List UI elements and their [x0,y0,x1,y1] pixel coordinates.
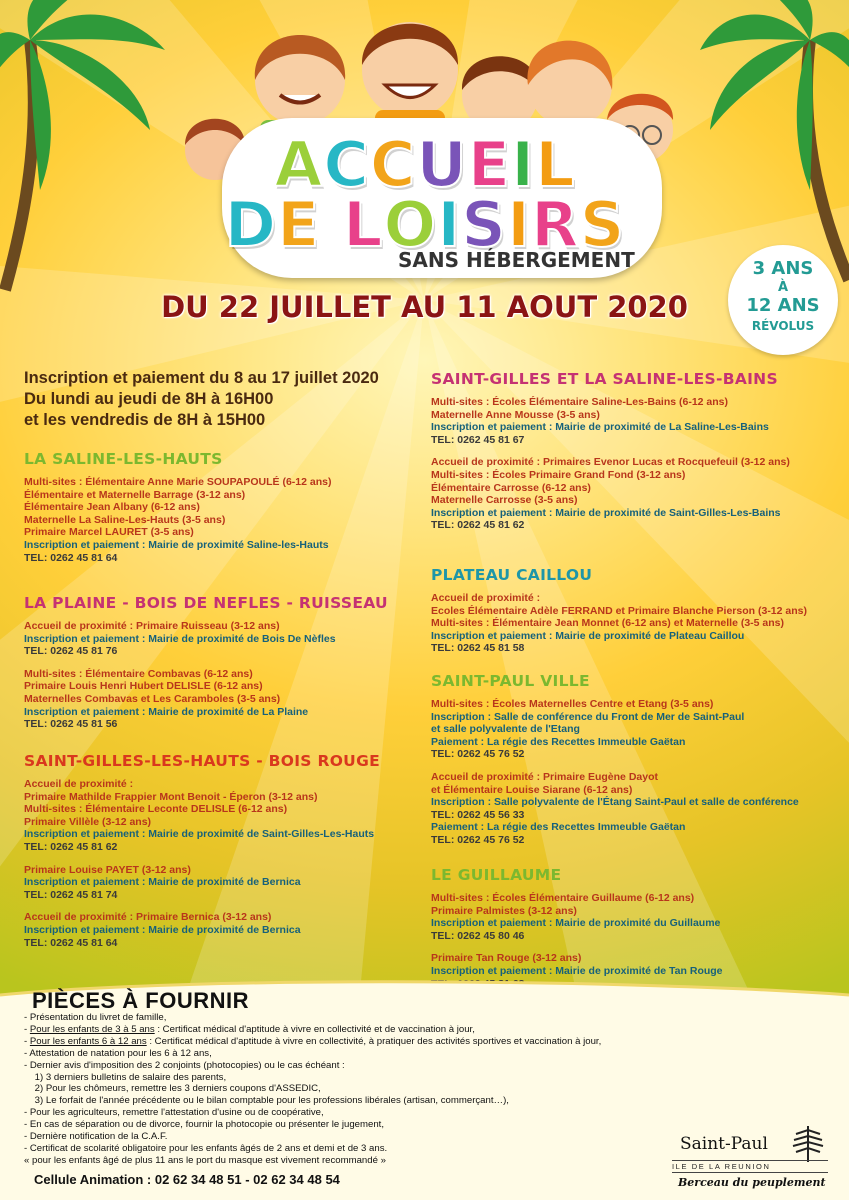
document-item: - Dernier avis d'imposition des 2 conjoints (photocopies) ou le cas échéant : [24,1059,345,1071]
site-line: Multi-sites : Élémentaire Leconte DELISLE (6-12 ans) [24,803,288,816]
site-line: Accueil de proximité : Primaire Eugène Dayot [431,770,658,783]
site-line: Primaire Marcel LAURET (3-5 ans) [24,526,194,539]
document-item: - Certificat de scolarité obligatoire pour les enfants âgés de 2 ans et demi et de 3 ans. [24,1142,388,1154]
site-line: Multi-sites : Élémentaire Combavas (6-12 ans) [24,667,253,680]
document-item: - Dernière notification de la C.A.F. [24,1131,168,1143]
title-letter: I [437,188,462,261]
inscription-line: Inscription et paiement : Mairie de proximité de Bois De Nèfles [24,632,336,645]
section-saline-les-hauts [24,450,332,564]
title-letter: S [579,188,626,261]
phone: TEL: 0262 45 76 52 [431,748,525,761]
logo-tagline: Berceau du peuplement [678,1176,826,1189]
document-item: - Pour les enfants de 3 à 5 ans : Certificat médical d'aptitude à vivre en collectivité et de vaccination à jour, [24,1023,475,1035]
inscription-line: et salle polyvalente de l'Etang [431,723,580,736]
phone: TEL: 0262 45 81 74 [24,888,118,901]
age-separator: À [777,280,789,295]
phone: TEL: 0262 45 81 64 [24,936,118,949]
site-line: Multi-sites : Écoles Maternelles Centre et Etang (3-5 ans) [431,698,714,710]
section-le-guillaume [431,866,723,990]
inscription-line: Inscription et paiement : Mairie de proximité Saline-les-Hauts [24,538,329,551]
document-item: 3) Le forfait de l'année précédente ou le bilan comptable pour les professions libérales (artisan, commerçant…), [24,1095,509,1107]
section-la-plaine [24,594,388,731]
age-min: 3 ANS [752,258,814,279]
saint-paul-logo [672,1128,832,1192]
section-saint-gilles-saline-les-bains [431,370,790,532]
document-item: 1) 3 derniers bulletins de salaire des parents, [24,1071,227,1083]
document-item: - Attestation de natation pour les 6 à 12 ans, [24,1047,212,1059]
site-line: Accueil de proximité : [24,778,134,790]
age-badge [728,245,838,355]
age-note: RÉVOLUS [751,319,815,333]
logo-subtitle: ILE DE LA REUNION [672,1160,828,1173]
inscription-line: Inscription et paiement : Mairie de proximité de Tan Rouge [431,964,723,977]
site-line: Accueil de proximité : [431,592,541,604]
site-line: Multi-sites : Écoles Primaire Grand Fond (3-12 ans) [431,468,686,481]
site-line: Maternelles Combavas et Les Caramboles (3-5 ans) [24,692,281,705]
payment-line: Paiement : La régie des Recettes Immeuble Gaëtan [431,735,686,748]
section-title: LA PLAINE - BOIS DE NEFLES - RUISSEAU [24,594,388,612]
section-plateau-caillou [431,566,807,655]
inscription-line: Inscription et paiement : Mairie de proximité de La Plaine [24,705,309,718]
inscription-line: Inscription et paiement : Mairie de proximité de Bernica [24,876,301,889]
site-line: Primaire Tan Rouge (3-12 ans) [431,952,582,965]
site-line: Primaire Villèle (3-12 ans) [24,815,152,828]
site-line: Primaire Mathilde Frappier Mont Benoit - Éperon (3-12 ans) [24,790,318,803]
documents-list [24,1012,601,1167]
title-letter: L [342,188,384,261]
section-title: LE GUILLAUME [431,866,562,884]
section-title: SAINT-PAUL VILLE [431,672,590,690]
tree-icon [788,1124,828,1164]
inscription-hours-friday: et les vendredis de 8H à 15H00 [24,411,266,429]
phone: TEL: 0262 45 80 46 [431,929,525,942]
section-saint-paul-ville [431,672,799,847]
date-range: DU 22 JUILLET AU 11 AOUT 2020 [161,290,688,324]
phone: TEL: 0262 45 56 33 [431,808,525,821]
title-letter: E [277,188,321,261]
section-title: SAINT-GILLES-LES-HAUTS - BOIS ROUGE [24,752,380,770]
document-item: - Présentation du livret de famille, [24,1012,167,1023]
inscription-line: Inscription et paiement : Mairie de proximité de Bernica [24,923,301,936]
title-letter: R [531,188,580,261]
palm-tree-left-icon [0,0,170,300]
document-item: « pour les enfants âgé de plus 11 ans le port du masque est vivement recommandé » [24,1154,386,1166]
site-line: Élémentaire Carrosse (6-12 ans) [431,481,591,494]
section-saint-gilles-les-hauts [24,752,380,949]
title-letter: I [506,188,532,261]
site-line: Multi-sites : Écoles Élémentaire Saline-Les-Bains (6-12 ans) [431,396,729,408]
site-line: Maternelle Anne Mousse (3-5 ans) [431,408,600,421]
site-line: Élémentaire Jean Albany (6-12 ans) [24,501,200,514]
site-line: Multi-sites : Élémentaire Anne Marie SOUPAPOULÉ (6-12 ans) [24,476,332,488]
inscription-line: Inscription et paiement : Mairie de proximité de Plateau Caillou [431,629,745,642]
site-line: et Élémentaire Louise Siarane (6-12 ans) [431,783,633,796]
inscription-dates: Inscription et paiement du 8 au 17 juillet 2020 [24,369,379,387]
payment-line: Paiement : La régie des Recettes Immeuble Gaëtan [431,821,686,834]
inscription-line: Inscription et paiement : Mairie de proximité de La Saline-Les-Bains [431,421,769,434]
site-line: Primaire Louis Henri Hubert DELISLE (6-12 ans) [24,680,263,693]
site-line: Multi-sites : Écoles Élémentaire Guillaume (6-12 ans) [431,892,695,904]
subtitle: SANS HÉBERGEMENT [398,248,635,272]
inscription-line: Inscription : Salle de conférence du Front de Mer de Saint-Paul [431,710,745,723]
title-letter: U [416,128,468,201]
site-line: Primaire Palmistes (3-12 ans) [431,904,577,917]
site-line: Maternelle Carrosse (3-5 ans) [431,494,578,507]
inscription-line: Inscription et paiement : Mairie de proximité de Saint-Gilles-Les-Hauts [24,828,375,841]
title-letter: E [467,128,512,201]
site-line: Maternelle La Saline-Les-Hauts (3-5 ans) [24,513,226,526]
site-line: Accueil de proximité : Primaires Evenor Lucas et Rocquefeuil (3-12 ans) [431,456,790,469]
title-letter: I [511,128,536,201]
title-letter: L [535,128,576,201]
section-title: LA SALINE-LES-HAUTS [24,450,223,468]
title-letter: O [383,188,438,261]
inscription-hours-weekdays: Du lundi au jeudi de 8H à 16H00 [24,390,274,408]
age-max: 12 ANS [746,295,820,316]
title-letter: A [274,128,324,201]
section-title: SAINT-GILLES ET LA SALINE-LES-BAINS [431,370,778,388]
site-line: Accueil de proximité : Primaire Bernica (3-12 ans) [24,911,272,924]
inscription-line: Inscription et paiement : Mairie de proximité du Guillaume [431,917,721,930]
site-line: Primaire Louise PAYET (3-12 ans) [24,863,191,876]
document-item: 2) Pour les chômeurs, remettre les 3 derniers coupons d'ASSEDIC, [24,1083,321,1095]
document-item: - Pour les agriculteurs, remettre l'attestation d'usine ou de coopérative, [24,1107,324,1119]
inscription-line: Inscription : Salle polyvalente de l'Étang Saint-Paul et salle de conférence [431,796,799,809]
title-letter [320,188,343,261]
phone: TEL: 0262 45 81 58 [431,642,525,655]
inscription-info [24,368,379,431]
phone: TEL: 0262 45 81 64 [24,551,118,564]
document-item: - En cas de séparation ou de divorce, fournir la photocopie ou présenter le jugement, [24,1119,384,1131]
phone: TEL: 0262 45 81 62 [24,840,118,853]
site-line: Multi-sites : Élémentaire Jean Monnet (6-12 ans) et Maternelle (3-5 ans) [431,617,785,630]
title-letter: C [369,128,417,201]
inscription-line: Inscription et paiement : Mairie de proximité de Saint-Gilles-Les-Bains [431,506,781,519]
phone: TEL: 0262 45 76 52 [431,833,525,846]
document-item: - Pour les enfants 6 à 12 ans : Certificat médical d'aptitude à vivre en collectivité, à pratiquer des activités sportives et vaccination à jour, [24,1035,602,1047]
title-letter: S [461,188,507,261]
site-line: Ecoles Élémentaire Adèle FERRAND et Primaire Blanche Pierson (3-12 ans) [431,604,807,617]
contact-phone: Cellule Animation : 02 62 34 48 51 - 02 62 34 48 54 [34,1172,340,1187]
phone: TEL: 0262 45 81 76 [24,645,118,658]
phone: TEL: 0262 45 81 67 [431,433,525,446]
title-letter: C [323,128,370,201]
section-title: PLATEAU CAILLOU [431,566,593,584]
phone: TEL: 0262 45 81 62 [431,519,525,532]
title-letter: D [224,188,278,261]
phone: TEL: 0262 45 81 56 [24,718,118,731]
site-line: Accueil de proximité : Primaire Ruisseau (3-12 ans) [24,620,280,632]
site-line: Élémentaire et Maternelle Barrage (3-12 ans) [24,488,246,501]
logo-name: Saint-Paul [680,1134,768,1154]
documents-title: PIÈCES À FOURNIR [32,988,250,1013]
